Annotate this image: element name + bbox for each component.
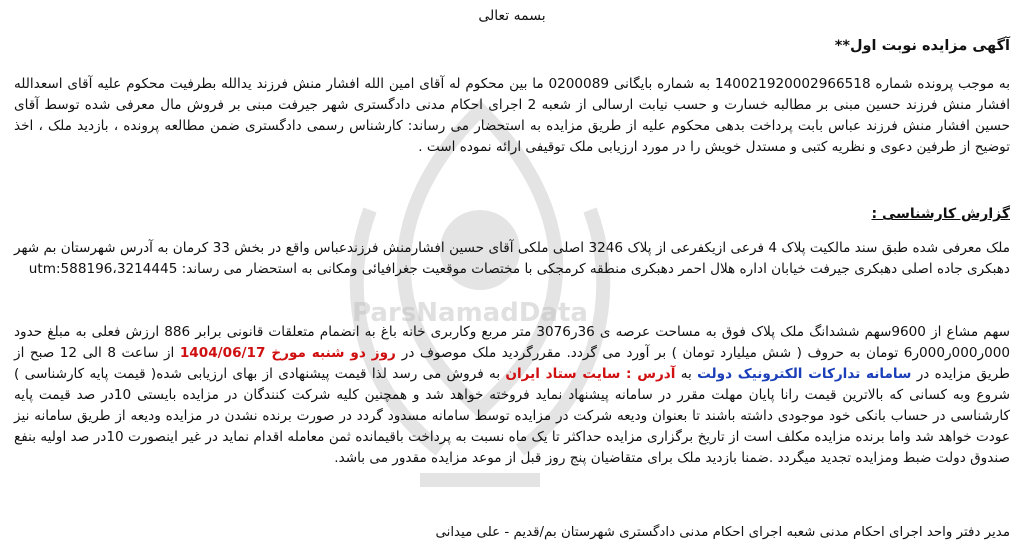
p2-text-3: به (675, 366, 698, 382)
notice-title: آگهی مزایده نوبت اول** (834, 38, 1010, 54)
e-procurement-system: سامانه تدارکات الکترونیک دولت (697, 366, 912, 382)
notice-intro: به موجب پرونده شماره 140021920002966518 به شماره بایگانی 0200089 ما بین محکوم له آقای امین الله افشار منش فرزند یدالله بطرفیت محکوم علیه آقای اسعدالله افشار منش فرزند حسین مبنی بر مطالبه خسارت و حسب نیابت ارسالی از شعبه 2 اجرای احکام مدنی دادگستری شهر جیرفت مبنی بر فروش مال معرفی شده توسط آقای حسین افشار منش فرزند عباس بابت پرداخت بدهی محکوم علیه از طریق مزایده به استحضار می رساند: کارشناس رسمی دادگستری ضمن مطالعه پرونده ، بازدید ملک ، اخذ توضیح از طرفین دعوی و نظریه کتبی و مستدل خویش را در مورد ارزیابی ملک توقیفی ارائه نموده است . (14, 76, 1010, 155)
expert-report-paragraph-1: ملک معرفی شده طبق سند مالکیت پلاک 4 فرعی ازیکفرعی از پلاک 3246 اصلی ملکی آقای حسین افشارمنش فرزندعباس واقع در بخش 33 کرمان به آدرس شهرستان بم شهر دهبکری جاده اصلی دهبکری جیرفت خیابان اداره هلال احمر دهبکری منطقه کرمجکی با مختصات موقعیت جغرافیائی ومکانی به استحضار می رساند: utm:588196،3214445 (14, 240, 1011, 277)
watermark-text: ParsNamadData (352, 298, 588, 328)
auction-date: روز دو شنبه مورخ 1404/06/17 (179, 345, 402, 361)
p2-text-1: سهم مشاع از 9600سهم ششدانگ ملک پلاک فوق به مساحت عرصه ی 36ر3076 متر مربع وکاربری خانه باغ به انضمام متعلقات قانونی برابر 886 ارزش فعلی به مبلغ حدود 000ر000ر000ر6 تومان به حروف ( شش میلیارد تومان ) بر آورد می گردد. مقررگردید ملک موصوف در (14, 324, 1011, 361)
setad-address: آدرس : سایت ستاد ایران (505, 366, 676, 382)
p2-text-4: به فروش می رسد لذا قیمت پیشنهادی از بهای ارزیابی شده( قیمت پایه کارشناسی ) شروع وبه کسانی که بالاترین قیمت رانا پایان مهلت مقرر در سامانه پیشنهاد نماید فروخته خواهد شد و همچنین کلیه شرکت کنندگان در مزایده بایستی 10در صد قیمت پایه کارشناسی در حساب بانکی خود موجودی داشته باشند تا بعنوان ودیعه شرکت در مزایده توسط سامانه مسدود گردد در صورت برنده نشدن در مزایده ودیعه از طریق سامانه نیز عودت خواهد شد واما برنده مزایده مکلف است از تاریخ برگزاری مزایده حداکثر تا یک ماه نسبت به پرداخت باقیمانده ثمن معامله اقدام نماید در غیر اینصورت 10در صد اولیه بنفع صندوق دولت ضبط ومزایده تجدید میگردد .ضمنا بازدید ملک برای متقاضیان پنج روز قبل از موعد مزایده مقدور می باشد. (14, 366, 1010, 466)
basmala: بسمه تعالی (478, 8, 546, 24)
expert-report-paragraph-2 (14, 322, 1010, 469)
p2-text-2: از ساعت 8 الی 12 صبح از طریق مزایده در (14, 345, 1010, 382)
expert-report-title: گزارش کارشناسی : (871, 206, 1010, 222)
signature-line: مدیر دفتر واحد اجرای احکام مدنی شعبه اجرای احکام مدنی دادگستری شهرستان بم/قدیم - علی میدانی (435, 525, 1010, 540)
